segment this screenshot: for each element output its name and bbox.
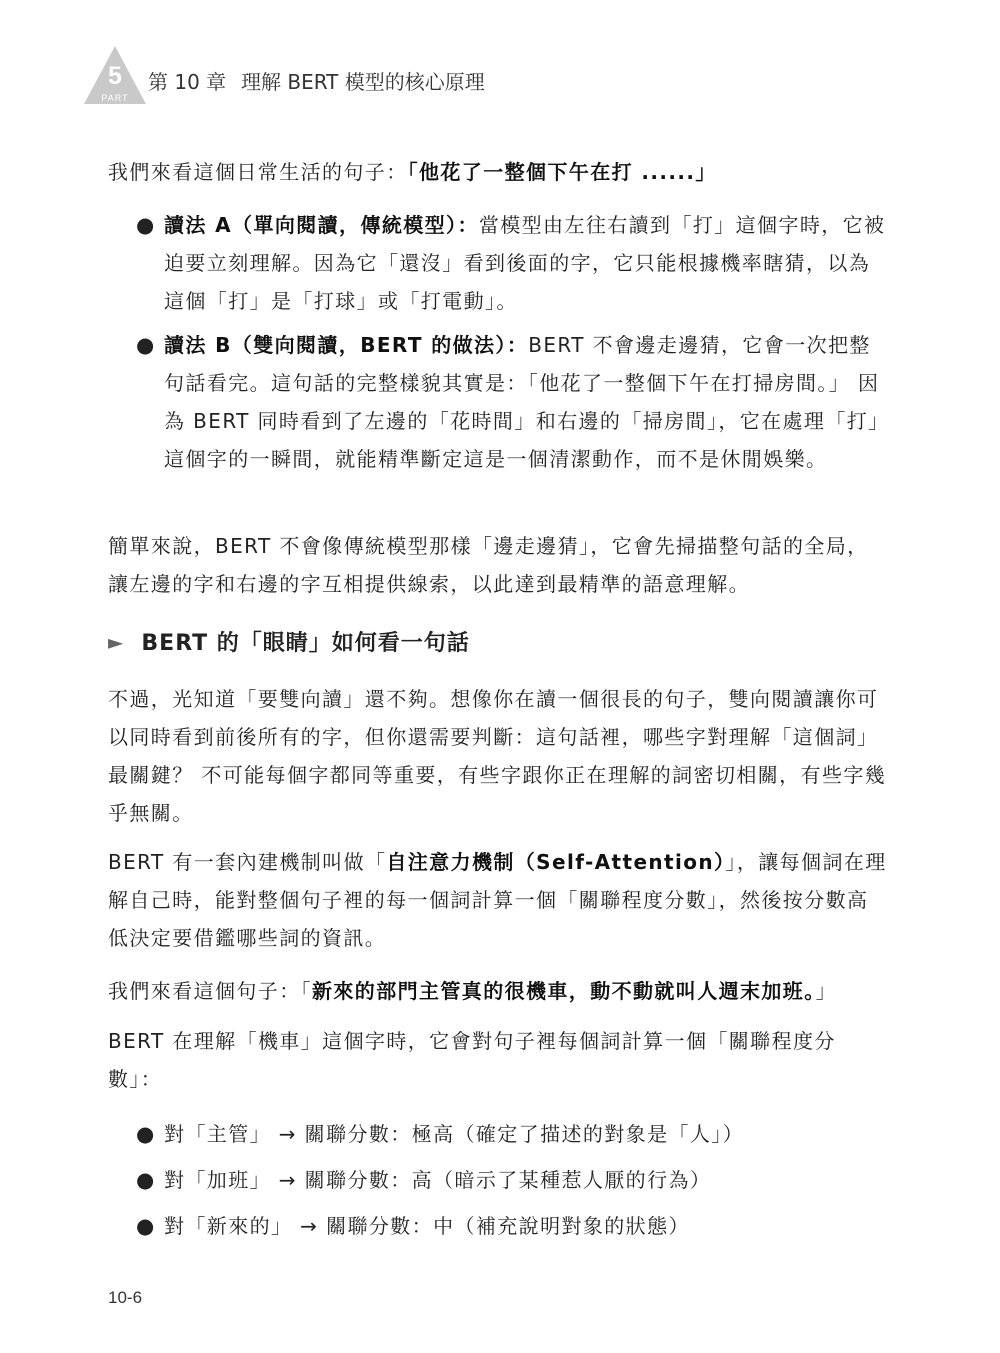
- bullet-icon: ●: [136, 1122, 156, 1146]
- score-text: 對「加班」 → 關聯分數：高（暗示了某種惹人厭的行為）: [164, 1168, 712, 1192]
- section-title: BERT 的「眼睛」如何看一句話: [141, 631, 470, 656]
- chapter-number: 第 10 章: [148, 70, 227, 94]
- score-text: 對「主管」 → 關聯分數：極高（確定了描述的對象是「人」）: [164, 1122, 745, 1146]
- score-item: [136, 1161, 888, 1199]
- section-heading: [108, 626, 470, 657]
- intro-paragraph: [108, 153, 888, 191]
- intro-lead: 我們來看這個日常生活的句子：: [108, 160, 408, 184]
- body-paragraph-2: [108, 843, 888, 957]
- example-sentence: 新來的部門主管真的很機車，動不動就叫人週末加班。: [312, 979, 816, 1003]
- body-paragraph-4: BERT 在理解「機車」這個字時，它會對句子裡每個詞計算一個「關聯程度分數」：: [108, 1029, 836, 1091]
- example-close: 」: [815, 979, 838, 1003]
- reading-b-item: [136, 326, 888, 478]
- part-number: 5: [108, 62, 122, 90]
- self-attention-term: 自注意力機制（Self-Attention）: [386, 850, 726, 874]
- score-item: [136, 1115, 888, 1153]
- reading-a-item: [136, 206, 888, 320]
- reading-b-heading: 讀法 B（雙向閱讀，BERT 的做法）：: [164, 333, 529, 357]
- reading-a-heading: 讀法 A（單向閱讀，傳統模型）：: [164, 213, 479, 237]
- score-item: [136, 1207, 888, 1245]
- example-lead: 我們來看這個句子：「: [108, 979, 312, 1003]
- section-arrow-icon: ►: [108, 629, 124, 654]
- intro-quote: 「他花了一整個下午在打 ......」: [407, 160, 717, 184]
- example-sentence-paragraph: [108, 972, 888, 1010]
- para2-lead: BERT 有一套內建機制叫做「: [108, 850, 387, 874]
- bullet-icon: ●: [136, 1214, 156, 1238]
- part-label: PART: [101, 93, 129, 103]
- chapter-header: [84, 44, 684, 110]
- para2-rest: 」，讓每個詞在理解自己時，能對整個句子裡的每一個詞計算一個「關聯程度分數」，然後按分數高低決定要借鑑哪些詞的資訊。: [108, 850, 887, 950]
- score-text: 對「新來的」 → 關聯分數：中（補充說明對象的狀態）: [164, 1214, 690, 1238]
- bullet-icon: ●: [136, 1168, 156, 1192]
- chapter-title: 理解 BERT 模型的核心原理: [241, 70, 485, 94]
- reading-b-text: BERT 不會邊走邊猜，它會一次把整句話看完。這句話的完整樣貌其實是：「他花了一整個下午在打掃房間。」 因為 BERT 同時看到了左邊的「花時間」和右邊的「掃房間」，它在處理「打」這個字的一瞬間，就能精準斷定這是一個清潔動作，而不是休閒娛樂。: [164, 333, 880, 471]
- body-paragraph-1: 不過，光知道「要雙向讀」還不夠。想像你在讀一個很長的句子，雙向閱讀讓你可以同時看到前後所有的字，但你還需要判斷：這句話裡，哪些字對理解「這個詞」最關鍵？ 不可能每個字都同等重要，有些字跟你正在理解的詞密切相關，有些字幾乎無關。: [108, 687, 887, 825]
- bullet-icon: ●: [136, 213, 156, 237]
- reading-a-text: 當模型由左往右讀到「打」這個字時，它被迫要立刻理解。因為它「還沒」看到後面的字，它只能根據機率瞎猜，以為這個「打」是「打球」或「打電動」。: [164, 213, 886, 313]
- summary-paragraph: 簡單來說，BERT 不會像傳統模型那樣「邊走邊猜」，它會先掃描整句話的全局，讓左邊的字和右邊的字互相提供線索，以此達到最精準的語意理解。: [108, 534, 869, 596]
- bullet-icon: ●: [136, 333, 156, 357]
- page-number: 10-6: [108, 1288, 143, 1307]
